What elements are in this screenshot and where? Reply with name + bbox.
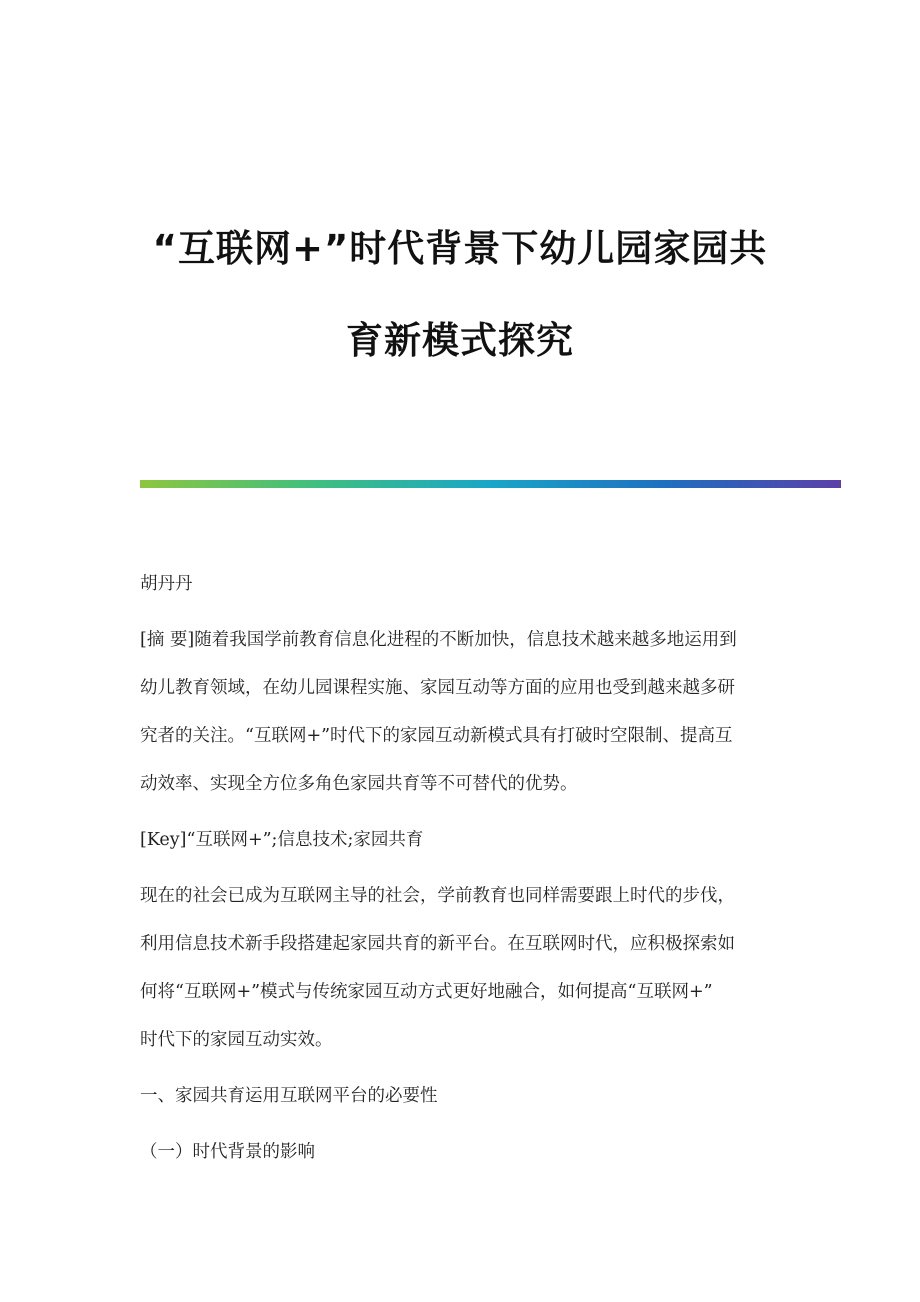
abstract-line-4: 动效率、实现全方位多角色家园共育等不可替代的优势。 xyxy=(140,774,578,794)
body-line-1: 现在的社会已成为互联网主导的社会，学前教育也同样需要跟上时代的步伐， xyxy=(140,886,735,906)
gradient-divider xyxy=(140,480,841,488)
title-line-1: “互联网+”时代背景下幼儿园家园共 xyxy=(152,227,768,270)
abstract-line-2: 幼儿教育领域，在幼儿园课程实施、家园互动等方面的应用也受到越来越多研 xyxy=(140,678,735,698)
subsection-heading-1: （一）时代背景的影响 xyxy=(140,1142,315,1162)
body-line-4: 时代下的家园互动实效。 xyxy=(140,1030,333,1050)
body-line-2: 利用信息技术新手段搭建起家园共育的新平台。在互联网时代，应积极探索如 xyxy=(140,934,735,954)
author-name: 胡丹丹 xyxy=(140,574,193,594)
title-line-2: 育新模式探究 xyxy=(346,319,574,362)
body-line-3: 何将“互联网+”模式与传统家园互动方式更好地融合，如何提高“互联网+” xyxy=(140,982,713,1002)
abstract-line-3: 究者的关注。“互联网+”时代下的家园互动新模式具有打破时空限制、提高互 xyxy=(140,726,733,746)
abstract-line-1: [摘 要]随着我国学前教育信息化进程的不断加快，信息技术越来越多地运用到 xyxy=(140,630,737,650)
section-heading-1: 一、家园共育运用互联网平台的必要性 xyxy=(140,1086,438,1106)
keywords: [Key]“互联网+”;信息技术;家园共育 xyxy=(140,830,424,850)
